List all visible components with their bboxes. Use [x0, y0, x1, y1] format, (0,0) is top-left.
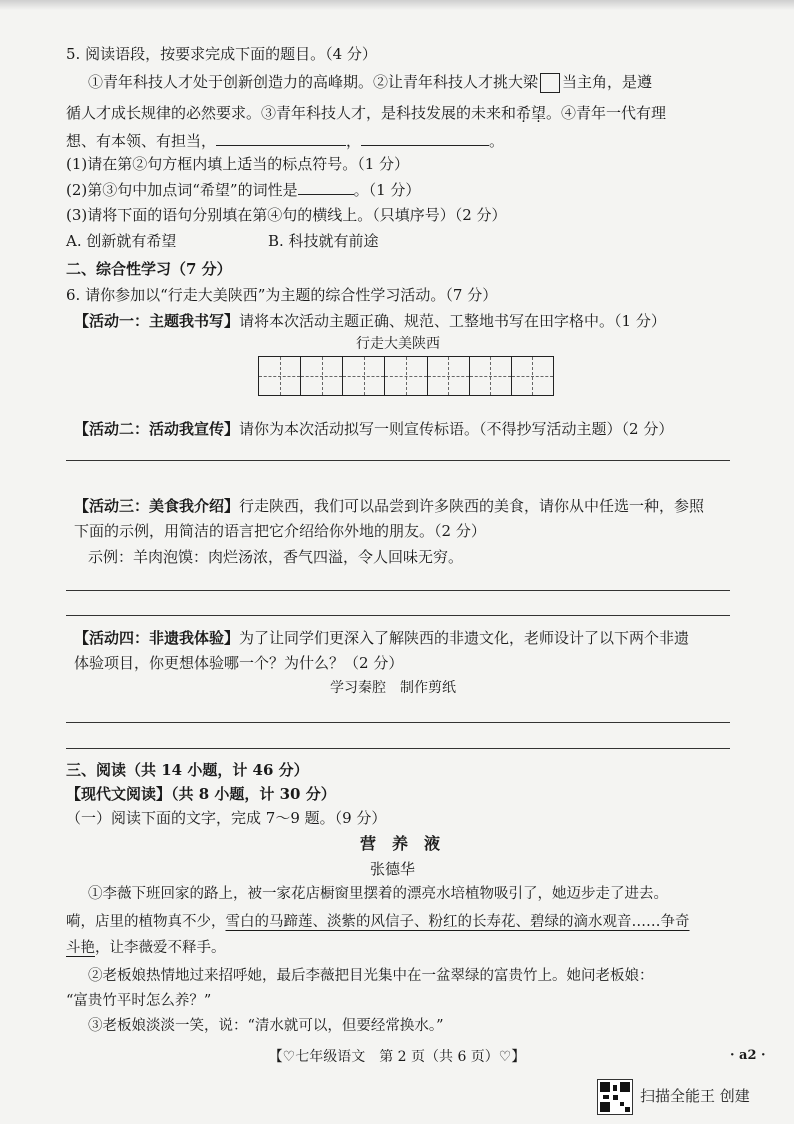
- page-mark: · a2 ·: [730, 1048, 766, 1063]
- grid-cell[interactable]: [301, 357, 343, 395]
- q5-passage-line1: ①青年科技人才处于创新创造力的高峰期。②让青年科技人才挑大梁 当主角，是遵: [88, 73, 653, 91]
- article-para1-line3: 斗艳，让李薇爱不释手。: [66, 940, 226, 956]
- activity3-example: 示例：羊肉泡馍：肉烂汤浓，香气四溢，令人回味无穷。: [88, 548, 464, 566]
- activity4-options: 学习秦腔 制作剪纸: [330, 680, 456, 696]
- reading-part1: （一）阅读下面的文字，完成 7～9 题。（9 分）: [66, 809, 387, 827]
- q5-title: 5. 阅读语段，按要求完成下面的题目。（4 分）: [66, 45, 377, 63]
- grid-cell[interactable]: [512, 357, 553, 395]
- q5-sub1: (1)请在第②句方框内填上适当的标点符号。（1 分）: [66, 155, 410, 173]
- article-author: 张德华: [370, 860, 416, 878]
- section3-title: 三、阅读（共 14 小题，计 46 分）: [66, 761, 309, 779]
- qr-code-icon: [597, 1079, 633, 1115]
- answer-line[interactable]: [66, 460, 730, 461]
- answer-blank-2[interactable]: [361, 131, 489, 146]
- article-para1-line2: 嗬，店里的植物真不少，雪白的马蹄莲、淡紫的风信子、粉红的长寿花、碧绿的滴水观音……争奇: [66, 914, 690, 930]
- q5-option-b: B. 科技就有前途: [268, 232, 379, 250]
- modern-reading-title: 【现代文阅读】（共 8 小题，计 30 分）: [66, 785, 336, 803]
- activity1-theme: 行走大美陕西: [356, 336, 440, 352]
- q5-passage-line3: 想、有本领、有担当， ， 。: [66, 132, 505, 150]
- punctuation-box[interactable]: [540, 73, 560, 93]
- dotted-char-2: 望: [531, 104, 547, 122]
- tianzige-grid[interactable]: [258, 356, 554, 396]
- activity1: 【活动一：主题我书写】请将本次活动主题正确、规范、工整地书写在田字格中。（1 分）: [74, 312, 666, 330]
- q5-sub2: (2)第③句中加点词“希望”的词性是 。（1 分）: [66, 181, 421, 199]
- activity3-line2: 下面的示例，用简洁的语言把它介绍给你外地的朋友。（2 分）: [74, 522, 486, 540]
- activity2: 【活动二：活动我宣传】请你为本次活动拟写一则宣传标语。（不得抄写活动主题）（2 分）: [74, 420, 674, 438]
- article-para3: ③老板娘淡淡一笑，说：“清水就可以，但要经常换水。”: [88, 1018, 444, 1034]
- article-para2-line2: “富贵竹平时怎么养？”: [66, 993, 212, 1009]
- answer-line[interactable]: [66, 748, 730, 749]
- article-title: 营 养 液: [360, 834, 441, 853]
- answer-blank-1[interactable]: [216, 131, 346, 146]
- activity4-line2: 体验项目，你更想体验哪一个？为什么？（2 分）: [74, 654, 404, 672]
- scan-edge: [0, 0, 794, 10]
- q6-title: 6. 请你参加以“行走大美陕西”为主题的综合性学习活动。（7 分）: [66, 286, 498, 304]
- article-para2-line1: ②老板娘热情地过来招呼她，最后李薇把目光集中在一盆翠绿的富贵竹上。她问老板娘：: [88, 968, 654, 984]
- scanner-watermark: 扫描全能王 创建: [640, 1087, 750, 1105]
- answer-blank-wordclass[interactable]: [298, 180, 354, 195]
- activity4-line1: 【活动四：非遗我体验】为了让同学们更深入了解陕西的非遗文化，老师设计了以下两个非遗: [74, 629, 690, 647]
- section2-title: 二、综合性学习（7 分）: [66, 260, 232, 278]
- q5-option-a: A. 创新就有希望: [66, 232, 177, 250]
- dotted-char-1: 希: [516, 104, 532, 122]
- answer-line[interactable]: [66, 615, 730, 616]
- grid-cell[interactable]: [385, 357, 427, 395]
- q5-sub3: (3)请将下面的语句分别填在第④句的横线上。（只填序号）（2 分）: [66, 206, 507, 224]
- page-footer: 【♡七年级语文 第 2 页（共 6 页）♡】: [268, 1049, 526, 1065]
- article-para1-line1: ①李薇下班回家的路上，被一家花店橱窗里摆着的漂亮水培植物吸引了，她迈步走了进去。: [88, 886, 668, 902]
- q5-passage-line2: 循人才成长规律的必然要求。③青年科技人才，是科技发展的未来和希望。④青年一代有理: [66, 104, 667, 122]
- activity3-line1: 【活动三：美食我介绍】行走陕西，我们可以品尝到许多陕西的美食，请你从中任选一种，参照: [74, 497, 705, 515]
- answer-line[interactable]: [66, 590, 730, 591]
- grid-cell[interactable]: [343, 357, 385, 395]
- answer-line[interactable]: [66, 722, 730, 723]
- grid-cell[interactable]: [428, 357, 470, 395]
- grid-cell[interactable]: [470, 357, 512, 395]
- grid-cell[interactable]: [259, 357, 301, 395]
